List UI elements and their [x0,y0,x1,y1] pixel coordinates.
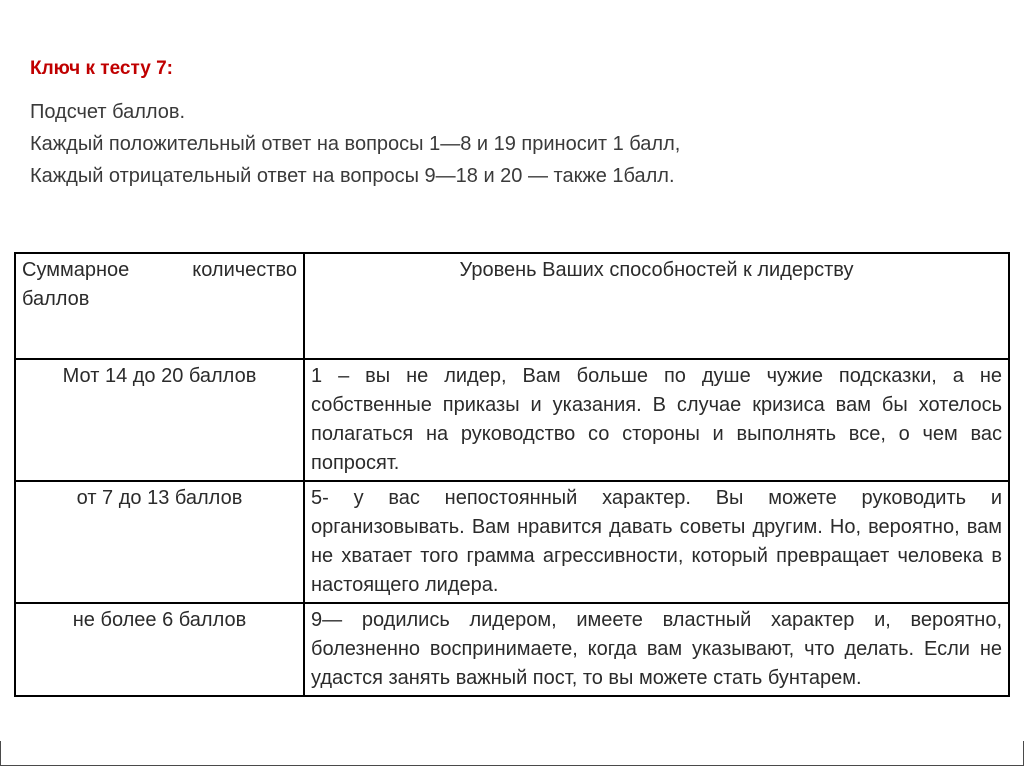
intro-line-2: Каждый положительный ответ на вопросы 1—8 и 19 приносит 1 балл, [30,133,681,155]
level-description-cell: 9— родились лидером, имеете властный характер и, вероятно, болезненно воспринимаете, когда вам указывают, что делать. Если не удастся занять важный пост, то вы можете стать бунтарем. [304,603,1009,696]
table-header-row [15,253,1009,359]
table-row [15,359,1009,481]
score-range-cell: Мот 14 до 20 баллов [15,359,304,481]
score-key-table-container [14,252,1010,697]
score-range-cell: не более 6 баллов [15,603,304,696]
intro-line-3: Каждый отрицательный ответ на вопросы 9—18 и 20 — также 1балл. [30,165,675,187]
slide-frame-bottom-line [0,765,1024,766]
level-description-cell: 1 – вы не лидер, Вам больше по душе чужие подсказки, а не собственные приказы и указания. В случае кризиса вам бы хотелось полагаться на руководство со стороны и выполнять все, о чем вас попросят. [304,359,1009,481]
table-row [15,481,1009,603]
intro-line-1: Подсчет баллов. [30,101,186,123]
column-header-level: Уровень Ваших способностей к лидерству [304,253,1009,359]
slide-frame-left-stub [0,741,1,766]
level-description-cell: 5- у вас непостоянный характер. Вы можете руководить и организовывать. Вам нравится давать советы другим. Но, вероятно, вам не хватает того грамма агрессивности, который превращает человека в настоящего лидера. [304,481,1009,603]
intro-text [30,96,680,192]
score-key-table [14,252,1010,697]
page-title: Ключ к тесту 7: [30,58,173,79]
score-range-cell: от 7 до 13 баллов [15,481,304,603]
column-header-score: Суммарное количество баллов [15,253,304,359]
table-row [15,603,1009,696]
